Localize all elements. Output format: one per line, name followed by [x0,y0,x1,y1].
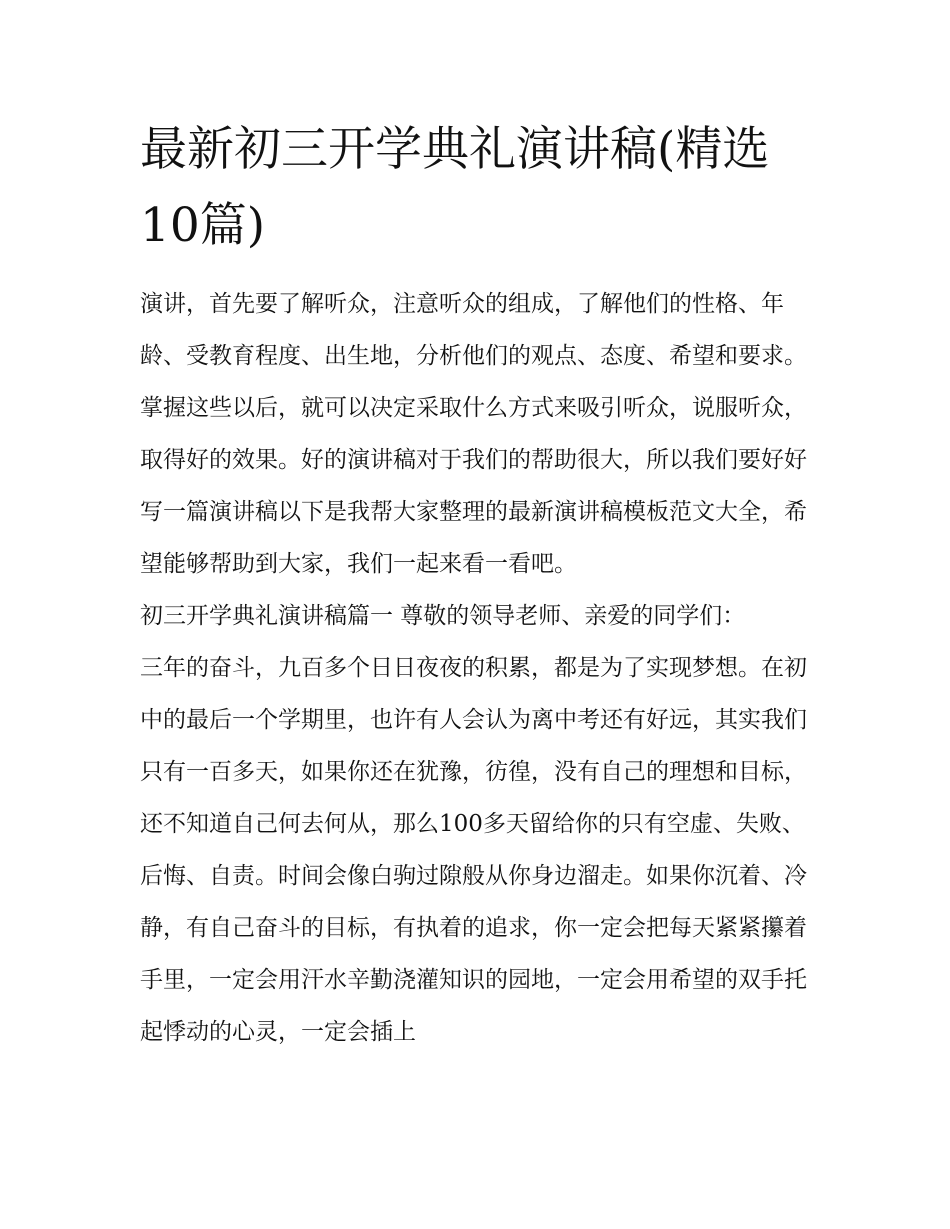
speech-heading-paragraph: 初三开学典礼演讲稿篇一 尊敬的领导老师、亲爱的同学们： [140,603,746,629]
document-body [140,278,820,1058]
intro-paragraph: 演讲，首先要了解听众，注意听众的组成，了解他们的性格、年龄、受教育程度、出生地，分析他们的观点、态度、希望和要求。掌握这些以后，就可以决定采取什么方式来吸引听众，说服听众，取得好的效果。好的演讲稿对于我们的帮助很大，所以我们要好好写一篇演讲稿以下是我帮大家整理的最新演讲稿模板范文大全，希望能够帮助到大家，我们一起来看一看吧。 [140,291,807,577]
speech-body-paragraph: 三年的奋斗，九百多个日日夜夜的积累，都是为了实现梦想。在初中的最后一个学期里，也许有人会认为离中考还有好远，其实我们只有一百多天，如果你还在犹豫，彷徨，没有自己的理想和目标，还不知道自己何去何从，那么100多天留给你的只有空虚、失败、后悔、自责。时间会像白驹过隙般从你身边溜走。如果你沉着、冷静，有自己奋斗的目标，有执着的追求，你一定会把每天紧紧攥着手里，一定会用汗水辛勤浇灌知识的园地，一定会用希望的双手托起悸动的心灵，一定会插上 [140,655,807,1045]
document-title: 最新初三开学典礼演讲稿(精选 10篇) [140,122,770,253]
